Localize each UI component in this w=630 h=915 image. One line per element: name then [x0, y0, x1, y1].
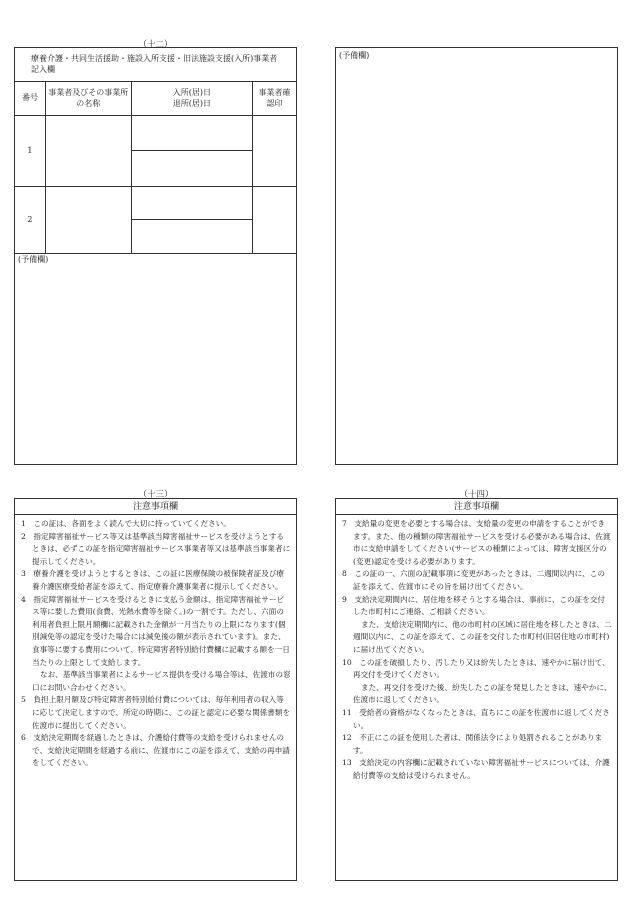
note-item: 12 不正にこの証を使用した者は、関係法令により処罰されることがあります。: [342, 733, 603, 755]
admission-date-cell[interactable]: [132, 187, 253, 220]
seal-cell[interactable]: [253, 187, 297, 254]
dates-cell: [131, 187, 253, 254]
page-number-13: （十三）: [138, 490, 173, 500]
reserve-label-right: (予備欄): [339, 51, 370, 60]
note-item: 1 この証は、各面をよく読んで大切に持っていてください。: [21, 519, 231, 528]
notes-title-14: 注意事項欄: [336, 499, 617, 515]
note-item: 8 この証の一、六面の記載事項に変更があったときは、二週間以内に、この証を添えて、佐渡市にその旨を届け出てください。: [342, 569, 605, 591]
provider-name-cell[interactable]: [45, 116, 131, 187]
note-item: 10 この証を破損したり、汚したり又は紛失したときは、速やかに届け出て、再交付を受けてください。: [342, 657, 610, 680]
admission-date-cell[interactable]: [132, 116, 253, 151]
note-paragraph: なお、基準該当事業者によるサービス提供を受ける場合等は、佐渡市の窓口にお問い合わせください。: [32, 670, 291, 692]
row-number: 1: [15, 116, 46, 187]
notes-list-13: [21, 518, 291, 770]
row-number: 2: [15, 187, 46, 254]
reserve-label: (予備欄): [18, 255, 49, 264]
section-title: 療養介護・共同生活援助・施設入所支援・旧法施設支援(入所)事業者記入欄: [15, 48, 297, 82]
header-number: 番号: [15, 82, 46, 116]
table-row: [15, 187, 297, 254]
page-number-12: （十二）: [138, 40, 173, 50]
notes-list-14: [342, 518, 612, 782]
note-item: 9 支給決定期間内に、居住地を移そうとする場合は、事前に、この証を交付した市町村にご連絡、ご相談ください。: [342, 594, 606, 617]
note-item: 2 指定障害福祉サービス等又は基準該当障害福祉サービスを受けようとするときは、必ずこの証を指定障害福祉サービス事業者等又は基準該当事業者に提示してください。: [21, 531, 291, 566]
dates-cell: [131, 116, 253, 187]
header-provider: 事業者及びその事業所の名称: [45, 82, 131, 116]
reserve-area[interactable]: [14, 251, 297, 465]
note-item: 5 負担上限月額及び特定障害者特別給付費については、毎年利用者の収入等に応じて決定しますので、所定の時期に、この証と認定に必要な関係書類を佐渡市に提出してください。: [21, 695, 291, 730]
reserve-box-right[interactable]: [335, 47, 618, 465]
provider-entry-table: [14, 47, 297, 254]
discharge-date-cell[interactable]: [132, 151, 253, 186]
page-number-14: （十四）: [459, 490, 494, 500]
note-item: 13 支給決定の内容欄に記載されていない障害福祉サービスについては、介護給付費等の支給は受けられません。: [342, 758, 610, 780]
header-dates: 入所(居)日 退所(居)日: [131, 82, 253, 116]
note-item: 11 受給者の資格がなくなったときは、直ちにこの証を佐渡市に返してください。: [342, 707, 610, 730]
discharge-date-cell[interactable]: [132, 220, 253, 253]
note-paragraph: また、再交付を受けた後、紛失したこの証を発見したときは、速やかに、佐渡市に返してください。: [353, 682, 612, 705]
note-item: 4 指定障害福祉サービスを受けるときに支払う金額は、指定障害福祉サービス等に要した費用(食費、光熱水費等を除く。)の一割です。ただし、六面の利用者負担上限月額欄に記載された金額が一月当たりの上限になります(個別減免等の認定を受けた場合には減免後の額が表示されています)。また、食事等に要する費用について、特定障害者特別給付費欄に記載する額を一日当たりの上限として支給します。: [21, 594, 290, 667]
note-paragraph: また、支給決定期間内に、他の市町村の区域に居住地を移したときは、二週間以内に、この証を添えて、この証を交付した市町村(旧居住地の市町村)に届け出てください。: [353, 619, 612, 654]
provider-name-cell[interactable]: [45, 187, 131, 254]
seal-cell[interactable]: [253, 116, 297, 187]
note-item: 3 療養介護を受けようとするときは、この証に医療保険の被保険者証及び療養介護医療受給者証を添えて、指定療養介護事業者に提示してください。: [21, 569, 285, 591]
note-item: 7 支給量の変更を必要とする場合は、支給量の変更の申請をすることができます。また、他の種類の障害福祉サービスを受ける必要がある場合は、佐渡市に支給申請をしてください(サービスの種類によっては、障害支援区分の(変更)認定を受ける必要があります。: [342, 519, 611, 566]
notes-title-13: 注意事項欄: [15, 499, 296, 515]
header-seal: 事業者確認印: [253, 82, 297, 116]
note-item: 6 支給決定期間を経過したときは、介護給付費等の支給を受けられませんので、支給決定期間を経過する前に、佐渡市にこの証を添えて、支給の再申請をしてください。: [21, 733, 290, 768]
table-row: [15, 116, 297, 187]
